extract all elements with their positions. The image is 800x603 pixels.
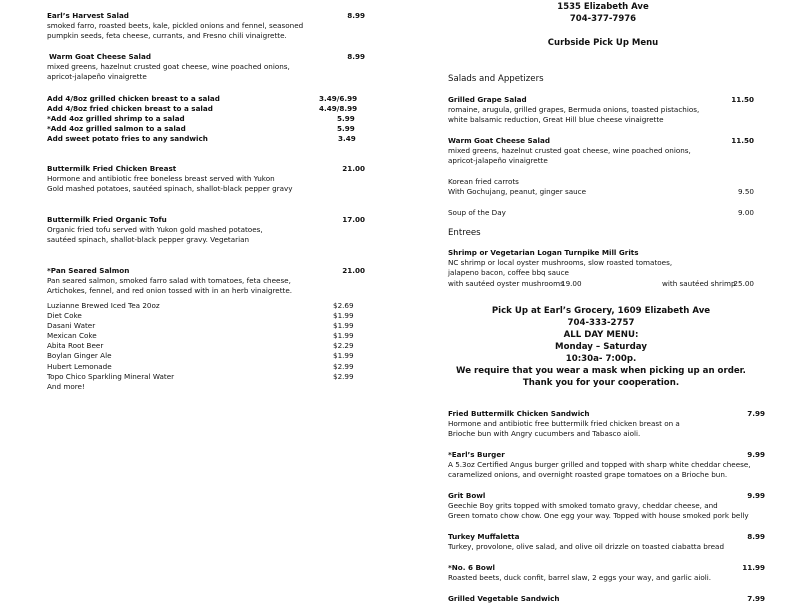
item-price: 21.00: [342, 164, 365, 173]
item-description: A 5.3oz Certified Angus burger grilled and topped with sharp white cheddar cheese, caramelized onions, and overnight roasted grape tomatoes on a Brioche bun.: [448, 460, 751, 480]
item-description: Roasted beets, duck confit, barrel slaw, 2 eggs your way, and garlic aioli.: [448, 573, 712, 582]
item-name: Warm Goat Cheese Salad: [49, 52, 151, 61]
item-name: Turkey Muffaletta: [448, 532, 520, 541]
addon-row: Add sweet potato fries to any sandwich 3.49: [47, 134, 356, 144]
item-price: 8.99: [347, 11, 365, 20]
drink-row: Dasani Water $1.99: [47, 321, 354, 331]
item-description: Hormone and antibiotic free buttermilk fried chicken breast on a Brioche bun with Angry cucumbers and Tabasco aioli.: [448, 419, 680, 439]
addon-row: *Add 4oz grilled shrimp to a salad 5.99: [47, 114, 355, 124]
menu-item: [448, 409, 765, 440]
item-price: 25.00: [733, 278, 754, 288]
item-price: 9.99: [747, 491, 765, 500]
menu-item: [448, 450, 765, 481]
item-price: 9.00: [737, 208, 754, 217]
item-description: Geechie Boy grits topped with smoked tomato gravy, cheddar cheese, and Green tomato chow chow. One egg your way. Topped with house smoked pork belly: [448, 501, 749, 521]
store-phone: 704-377-7976: [569, 13, 637, 24]
item-name: Shrimp or Vegetarian Logan Turnpike Mill Grits: [448, 248, 639, 257]
section-heading-entrees: Entrees: [448, 228, 481, 238]
menu-item: [448, 594, 765, 603]
menu-title: Curbside Pick Up Menu: [547, 37, 659, 48]
item-description: NC shrimp or local oyster mushrooms, slow roasted tomatoes, jalapeno bacon, coffee bbq sauce with sautéed oyster mushrooms 19.00 with sautéed shrimp 25.00: [448, 258, 754, 288]
drink-row: Diet Coke $1.99: [47, 311, 354, 321]
drinks-list: [47, 301, 365, 392]
item-price: 9.99: [747, 450, 765, 459]
item-description: romaine, arugula, grilled grapes, Bermuda onions, toasted pistachios, white balsamic reduction, Great Hill blue cheese vinaigrette: [448, 105, 700, 125]
item-price: 11.99: [742, 563, 765, 572]
drink-row: Abita Root Beer $2.29: [47, 341, 354, 351]
section-heading-salads: Salads and Appetizers: [448, 74, 544, 84]
item-description: Turkey, provolone, olive salad, and olive oil drizzle on toasted ciabatta bread: [448, 542, 725, 551]
pickup-info: Pick Up at Earl’s Grocery, 1609 Elizabeth Ave 704-333-2757 ALL DAY MENU: Monday – Saturday 10:30a- 7:00p. We require that you wear a mask when picking up an order. Thank you for your cooperation.: [456, 306, 746, 388]
item-price: 8.99: [347, 52, 365, 61]
addons-list: [47, 94, 365, 144]
addon-row: *Add 4oz grilled salmon to a salad 5.99: [47, 124, 355, 134]
drink-row: And more!: [47, 381, 85, 391]
menu-item: [448, 208, 754, 217]
menu-item: [448, 563, 765, 583]
addon-row: Add 4/8oz fried chicken breast to a salad 4.49/8.99: [47, 104, 358, 114]
item-name: Korean fried carrots: [448, 177, 519, 186]
item-price: 7.99: [747, 409, 765, 418]
drink-row: Topo Chico Sparkling Mineral Water $2.99: [47, 371, 354, 381]
item-name: Earl’s Harvest Salad: [47, 11, 129, 20]
item-price: 19.00: [561, 278, 582, 288]
item-name: *Earl’s Burger: [448, 450, 505, 459]
store-address: 1535 Elizabeth Ave: [557, 2, 649, 12]
drink-row: Hubert Lemonade $2.99: [47, 361, 354, 371]
drink-row: Luzianne Brewed Iced Tea 20oz $2.69: [47, 301, 354, 310]
item-description: Hormone and antibiotic free boneless breast served with Yukon Gold mashed potatoes, sautéed spinach, shallot-black pepper gravy: [47, 174, 293, 194]
item-name: Warm Goat Cheese Salad: [448, 136, 550, 145]
menu-item: [47, 11, 365, 42]
addon-row: Add 4/8oz grilled chicken breast to a salad 3.49/6.99: [47, 94, 358, 103]
item-description: mixed greens, hazelnut crusted goat cheese, wine poached onions, apricot-jalapeño vinaigrette: [448, 146, 691, 166]
item-price: 17.00: [342, 215, 365, 224]
item-price: 7.99: [747, 594, 765, 603]
menu-item: [448, 136, 754, 167]
drink-row: Boylan Ginger Ale $1.99: [47, 351, 354, 361]
item-name: Soup of the Day: [448, 208, 506, 217]
item-name: Fried Buttermilk Chicken Sandwich: [448, 409, 590, 418]
item-name: *No. 6 Bowl: [448, 563, 495, 572]
item-description: With Gochujang, peanut, ginger sauce: [448, 187, 587, 196]
item-price: 21.00: [342, 266, 365, 275]
menu-item: [47, 164, 365, 195]
menu-item: [448, 248, 754, 289]
menu-item: [448, 95, 754, 126]
item-name: Grilled Vegetable Sandwich: [448, 594, 560, 603]
item-name: Buttermilk Fried Chicken Breast: [47, 164, 177, 173]
menu-item: [49, 52, 365, 83]
item-name: *Pan Seared Salmon: [47, 266, 130, 275]
item-name: Buttermilk Fried Organic Tofu: [47, 215, 167, 224]
menu-item: [448, 532, 765, 552]
item-name: Grit Bowl: [448, 491, 486, 500]
item-description: Pan seared salmon, smoked farro salad with tomatoes, feta cheese, Artichokes, fennel, and red onion tossed with in an herb vinaigrette.: [47, 276, 293, 296]
menu-item: [47, 215, 365, 246]
item-description: smoked farro, roasted beets, kale, pickled onions and fennel, seasoned pumpkin seeds, feta cheese, currants, and Fresno chili vinaigrette.: [47, 21, 304, 41]
drink-row: Mexican Coke $1.99: [47, 331, 354, 341]
menu-item: [448, 177, 754, 196]
item-price: 11.50: [731, 95, 754, 104]
item-price: 9.50: [737, 187, 754, 196]
menu-item: [47, 266, 365, 297]
item-price: 11.50: [731, 136, 754, 145]
menu-item: [448, 491, 765, 522]
item-name: Grilled Grape Salad: [448, 95, 527, 104]
item-description: mixed greens, hazelnut crusted goat cheese, wine poached onions, apricot-jalapeño vinaigrette: [47, 62, 290, 82]
item-price: 8.99: [747, 532, 765, 541]
item-description: Organic fried tofu served with Yukon gold mashed potatoes, sautéed spinach, shallot-black pepper gravy. Vegetarian: [47, 225, 263, 245]
store-header: [448, 2, 758, 49]
